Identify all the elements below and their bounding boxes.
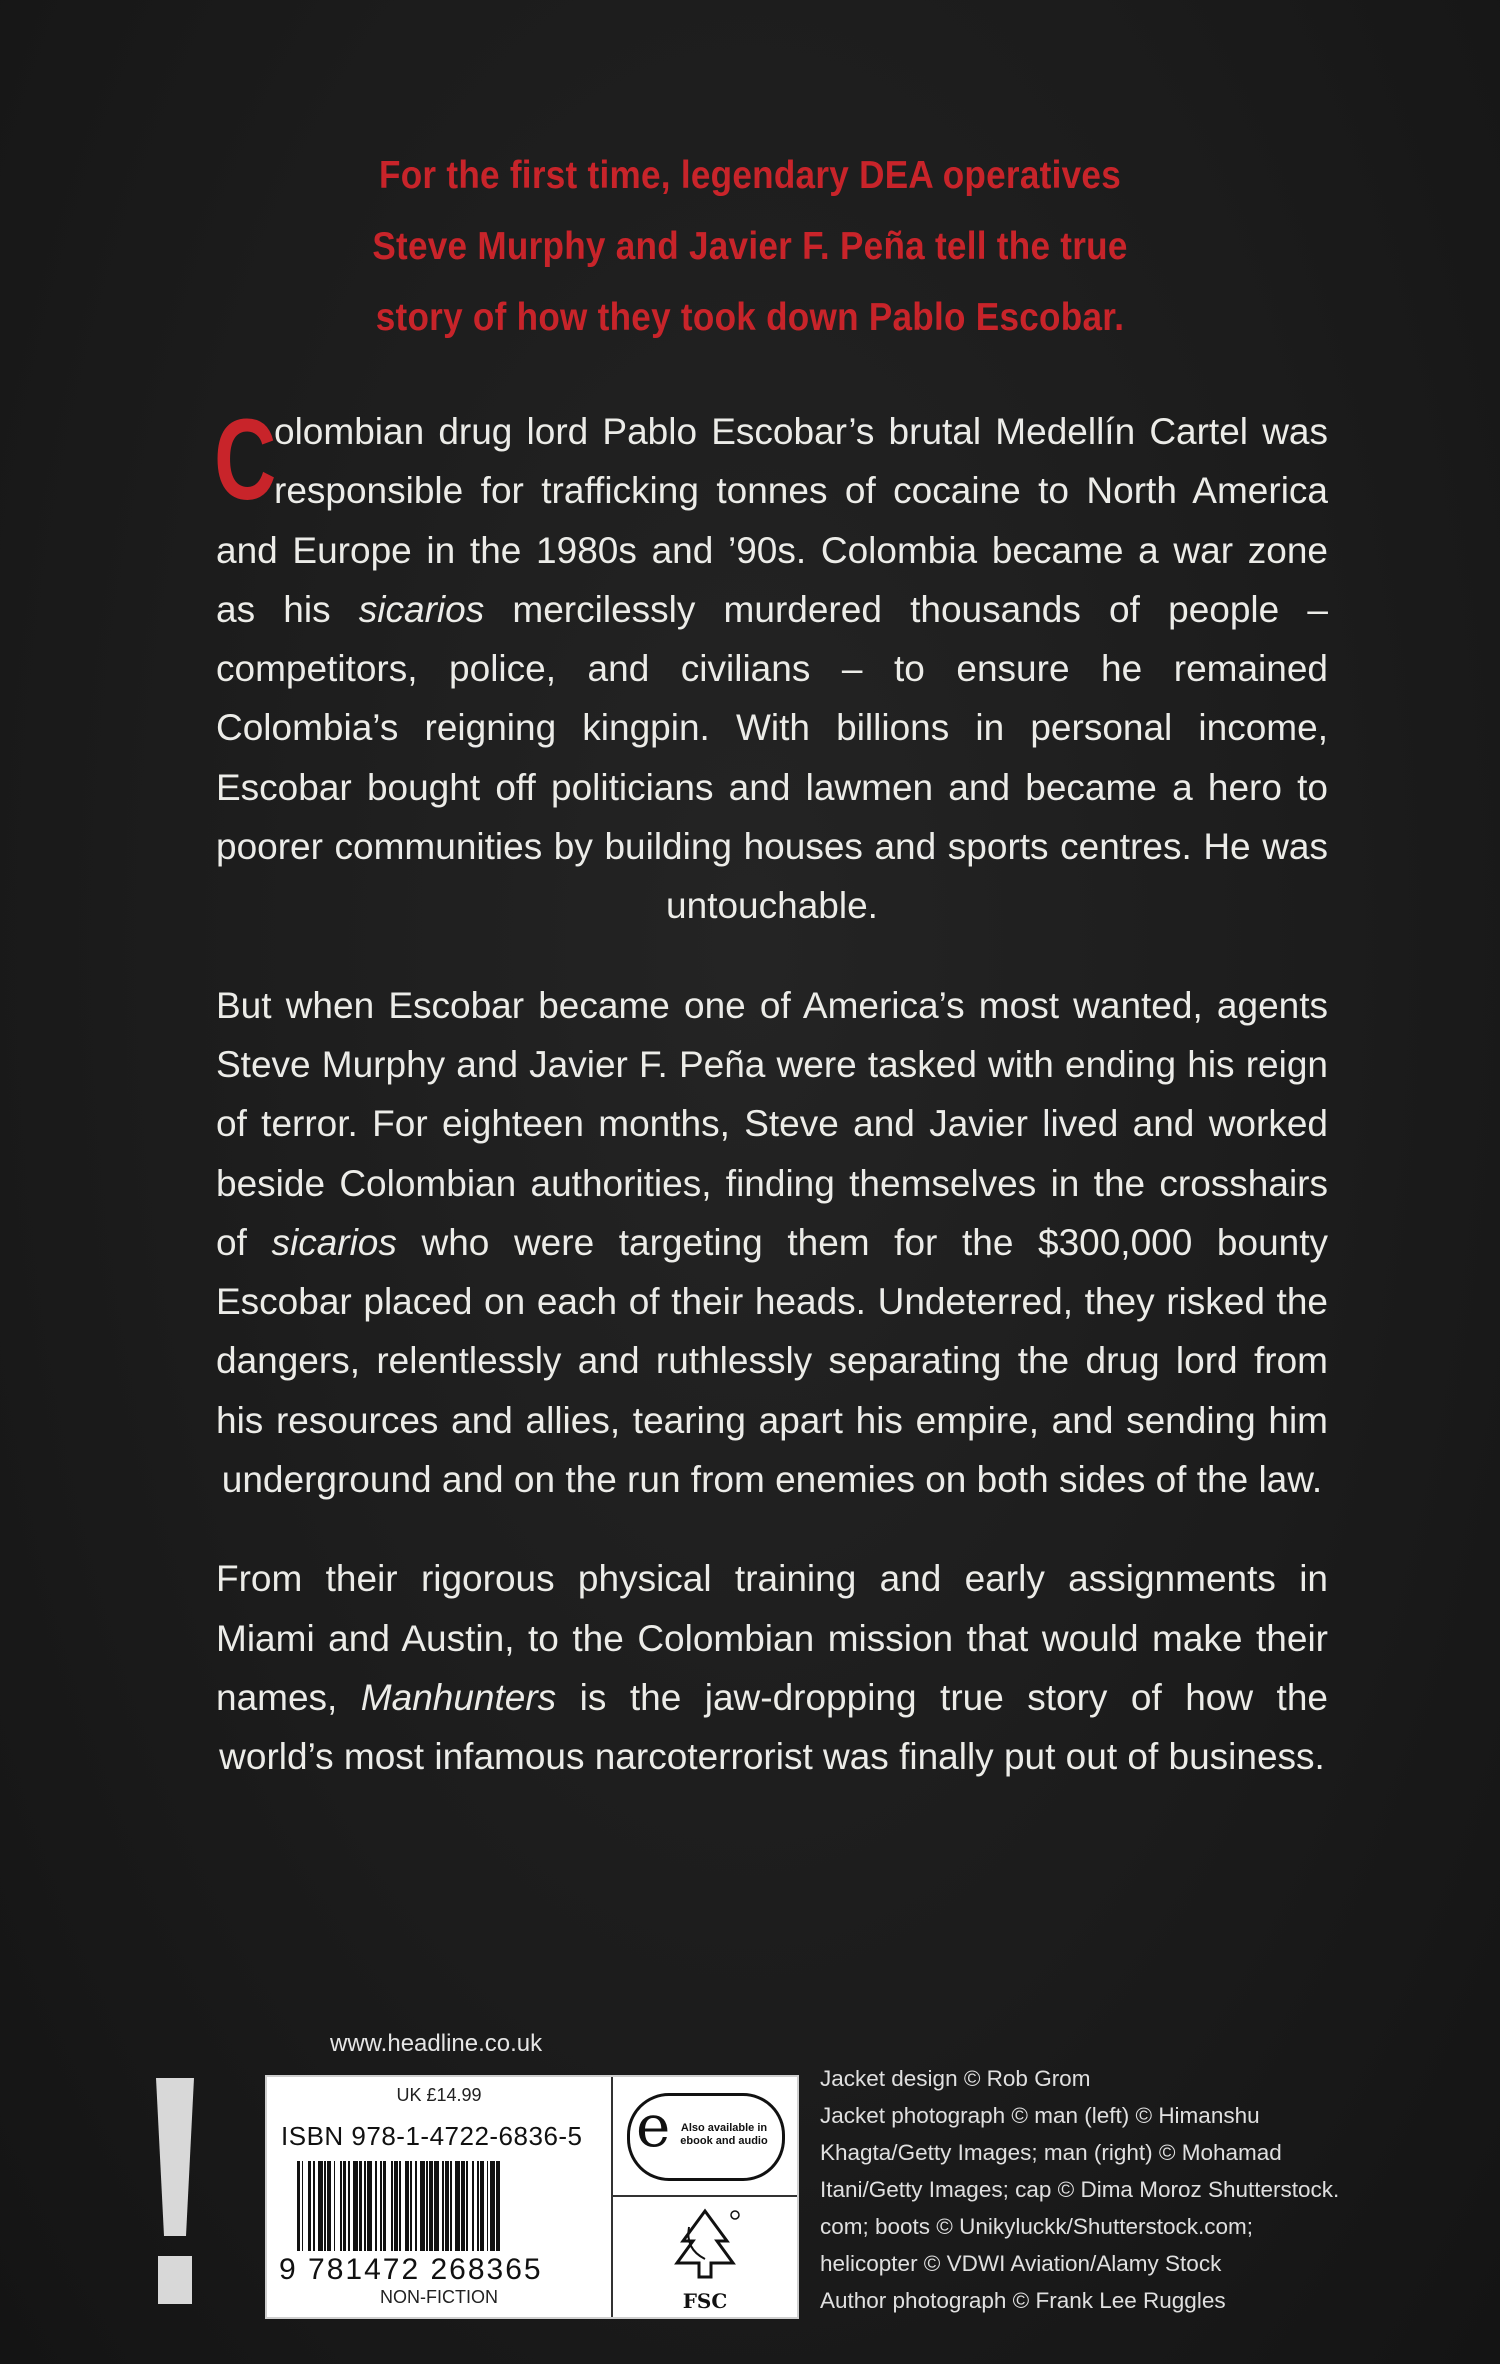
ebook-badge-text: Also available in ebook and audio <box>680 2122 768 2147</box>
credit-line: Khagta/Getty Images; man (right) © Mohamad <box>820 2140 1282 2165</box>
blurb-paragraph-3 <box>216 1549 1328 1786</box>
blurb-text: who were targeting them for the $300,000 bounty Escobar placed on each of their heads. Undeterred, they risked the dangers, relentlessly and ruthlessly separating the drug lord from his resources and allies, tearing apart his empire, and sending him underground and on the run from enemies on both sides of the law. <box>216 1221 1329 1501</box>
drop-cap: C <box>214 396 277 524</box>
blurb-text: is the jaw-dropping true story of how the world’s most infamous narcoterrorist was finally put out of business. <box>219 1676 1328 1778</box>
ebook-badge <box>627 2093 785 2181</box>
barcode-section <box>267 2077 613 2317</box>
publisher-website: www.headline.co.uk <box>330 2030 543 2057</box>
tagline-line-2: Steve Murphy and Javier F. Peña tell the true <box>372 225 1128 268</box>
isbn-label: ISBN 978-1-4722-6836-5 <box>281 2121 583 2151</box>
ean-digits: 781472 268365 <box>308 2253 543 2286</box>
ean-number <box>279 2253 543 2287</box>
book-title-italic: Manhunters <box>360 1676 557 1718</box>
blurb-italic: sicarios <box>358 588 485 630</box>
tagline-line-3: story of how they took down Pablo Escobar. <box>375 296 1125 339</box>
ebook-e-icon: e <box>636 2092 671 2160</box>
blurb <box>214 396 1329 1827</box>
tagline-line-1: For the first time, legendary DEA operatives <box>378 154 1122 197</box>
credit-line: Jacket photograph © man (left) © Himanshu <box>820 2103 1260 2128</box>
fsc-section <box>613 2197 797 2317</box>
blurb-text: From their rigorous physical training and early assignments in Miami and Austin, to the Colombian mission that would make their names, <box>216 1558 1328 1718</box>
credit-line: Itani/Getty Images; cap © Dima Moroz Shutterstock. <box>820 2177 1340 2202</box>
credit-line: Author photograph © Frank Lee Ruggles <box>820 2288 1226 2313</box>
blurb-paragraph-1 <box>214 396 1329 936</box>
blurb-paragraph-2 <box>216 976 1328 1510</box>
credit-line: helicopter © VDWI Aviation/Alamy Stock <box>820 2251 1222 2276</box>
ebook-section <box>613 2077 797 2197</box>
jacket-credits <box>820 2060 1460 2319</box>
blurb-text: But when Escobar became one of America’s most wanted, agents Steve Murphy and Javier F. Peña were tasked with ending his reign of terror. For eighteen months, Steve and Javier lived and worked beside Colombian authorities, finding themselves in the crosshairs of <box>216 984 1328 1263</box>
ean-first-digit: 9 <box>279 2253 298 2286</box>
blurb-text: mercilessly murdered thousands of people – competitors, police, and civilians – to ensure he remained Colombia’s reigning kingpin. With billions in personal income, Escobar bought off politicians and lawmen and became a hero to poorer communities by building houses and sports centres. He was untouchable. <box>216 588 1329 927</box>
credit-line: com; boots © Unikyluckk/Shutterstock.com; <box>820 2214 1253 2239</box>
publisher-logo-icon <box>150 2078 200 2308</box>
credit-line: Jacket design © Rob Grom <box>820 2066 1091 2091</box>
barcode-bars <box>297 2161 597 2251</box>
price-label: UK £14.99 <box>396 2085 482 2105</box>
blurb-italic: sicarios <box>271 1221 397 1263</box>
tagline <box>300 140 1200 353</box>
category-label: NON-FICTION <box>380 2287 498 2307</box>
blurb-text: olombian drug lord Pablo Escobar’s brutal Medellín Cartel was responsible for trafficking tonnes of cocaine to North America and Europe in the 1980s and ’90s. Colombia became a war zone as his <box>216 411 1328 630</box>
fsc-tree-icon <box>613 2197 797 2289</box>
barcode-panel <box>265 2075 799 2319</box>
fsc-label: FSC <box>682 2289 728 2313</box>
